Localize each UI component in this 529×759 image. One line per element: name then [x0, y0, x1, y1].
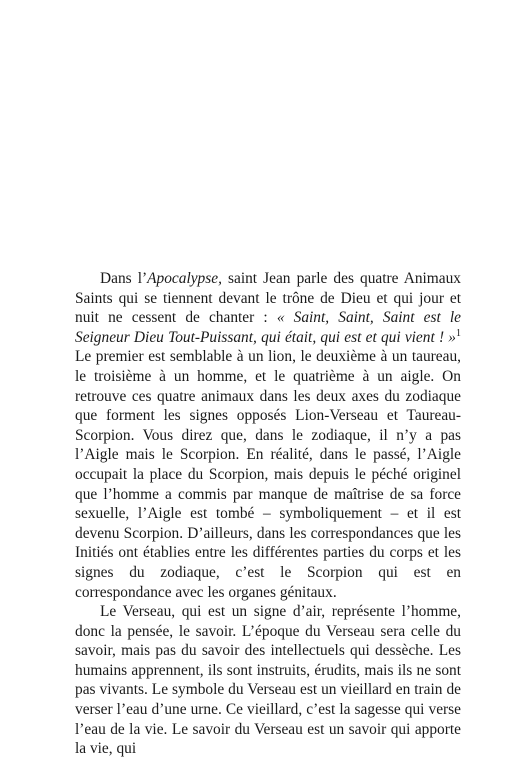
text-run: Dans l’: [100, 270, 148, 287]
paragraph-apocalypse: [75, 269, 461, 602]
footnote-marker: 1: [456, 327, 461, 339]
text-run: Le premier est semblable à un lion, le deuxième à un taureau, le troisième à un homme, et le quatrième à un aigle. On retrouve ces quatre animaux dans les deux axes du zodiaque que forment les signes opposés Lion-Verseau et Taureau-Scorpion. Vous direz que, dans le zodiaque, il n’y a pas l’Aigle mais le Scorpion. En réalité, dans le passé, l’Aigle occupait la place du Scorpion, mais depuis le péché originel que l’homme a commis par manque de maîtrise de sa force sexuelle, l’Aigle est tombé – symboliquement – et il est devenu Scorpion. D’ailleurs, dans les correspondances que les Initiés ont établies entre les différentes parties du corps et les signes du zodiaque, c’est le Scorpion qui est en correspondance avec les organes génitaux.: [75, 348, 461, 601]
book-title: Apocalypse,: [147, 270, 222, 287]
paragraph-verseau: Le Verseau, qui est un signe d’air, représente l’homme, donc la pensée, le savoir. L’époque du Verseau sera celle du savoir, mais pas du savoir des intellectuels qui dessèche. Les humains apprennent, ils sont instruits, érudits, mais ils ne sont pas vivants. Le symbole du Verseau est un vieillard en train de verser l’eau d’une urne. Ce vieillard, c’est la sagesse qui verse l’eau de la vie. Le savoir du Verseau est un savoir qui apporte la vie, qui: [75, 603, 461, 758]
text-run: saint Jean parle des quatre Animaux Saints qui se tiennent devant le trône de Dieu et qui jour et nuit ne cessent de chanter :: [75, 270, 461, 327]
page-body-text: [75, 269, 461, 759]
quotation: « Saint, Saint, Saint est le Seigneur Dieu Tout-Puissant, qui était, qui est et qui vient ! »: [75, 309, 461, 346]
